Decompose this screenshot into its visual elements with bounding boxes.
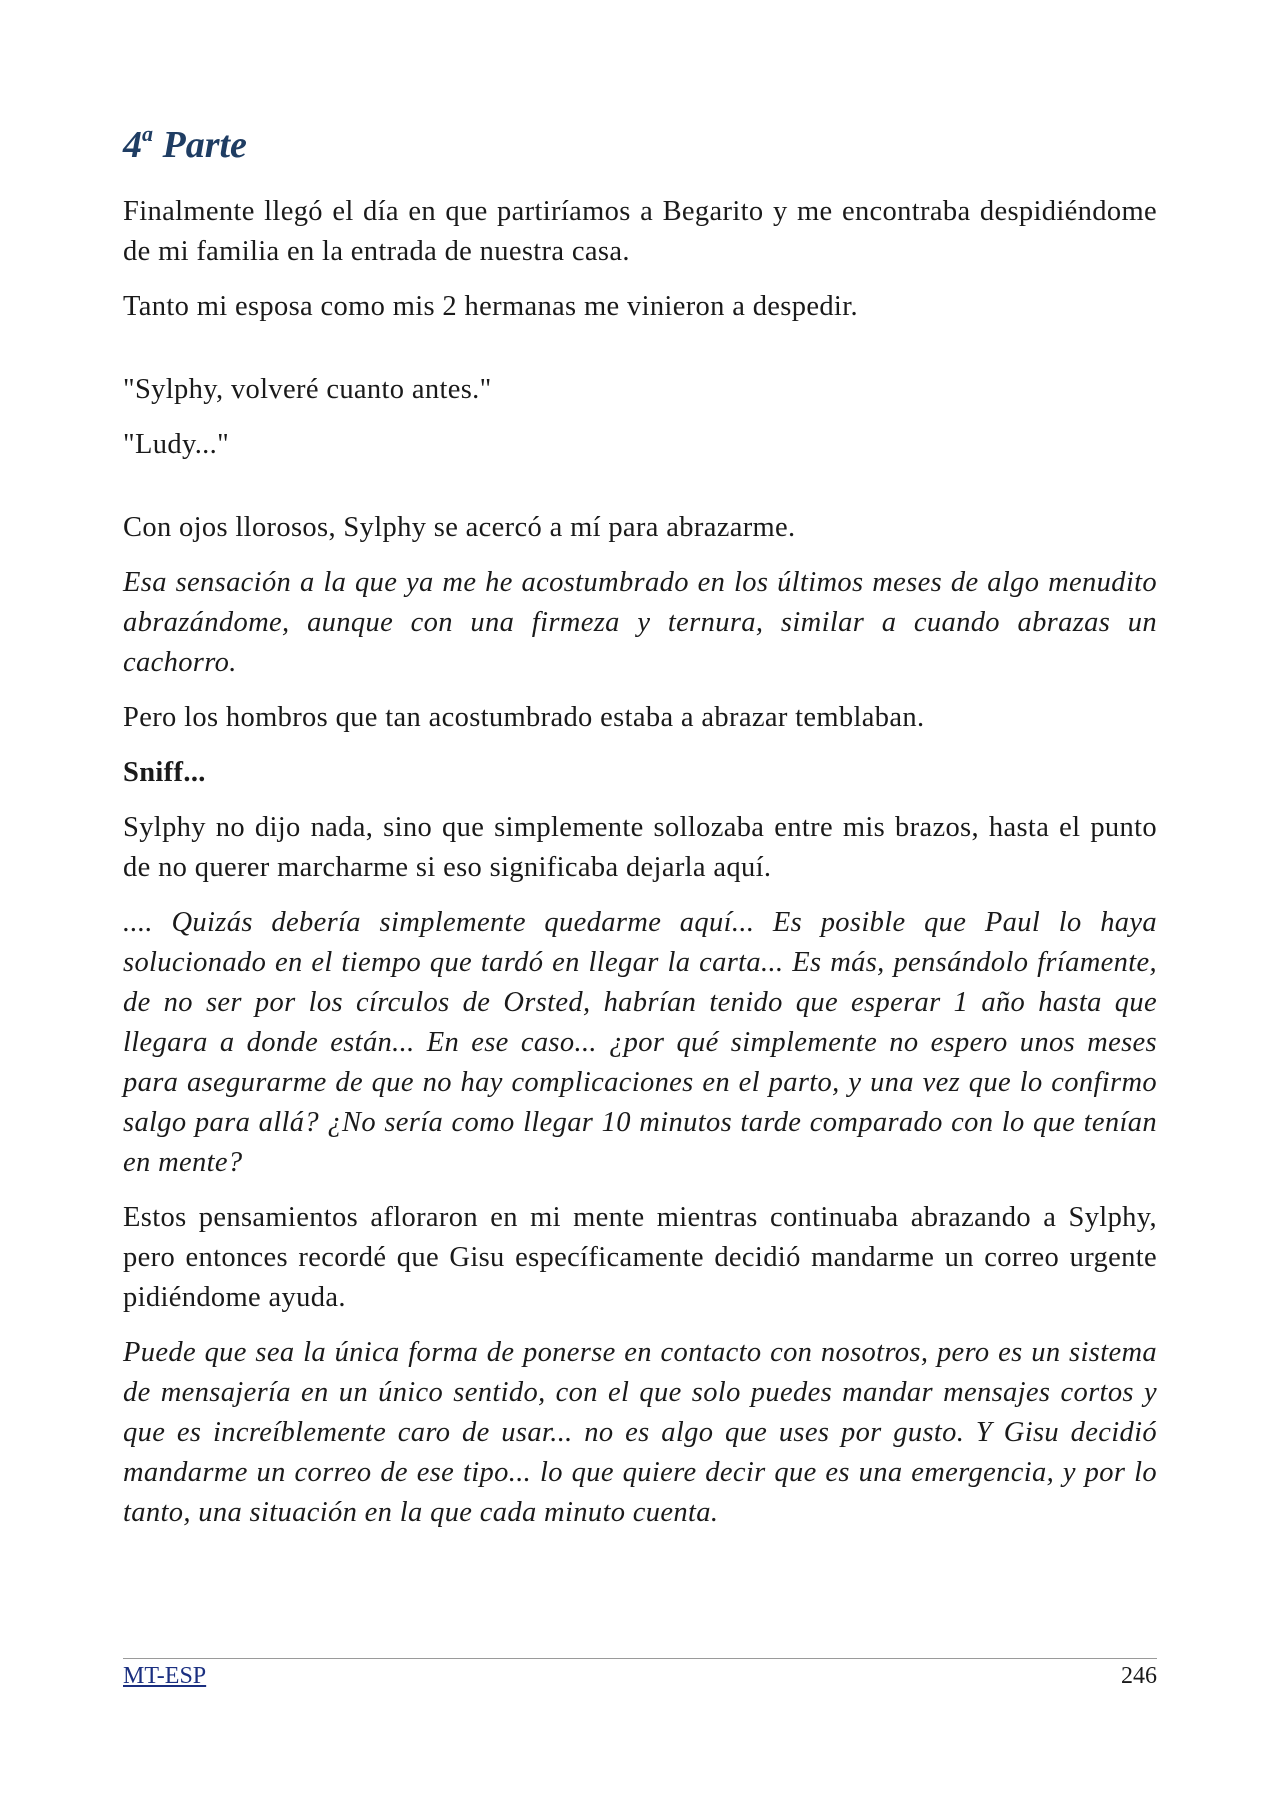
italic-paragraph: Puede que sea la única forma de ponerse en contacto con nosotros, pero es un sistema de mensajería en un único sentido, con el que solo puedes mandar mensajes cortos y que es increíblemente caro de usar... no es algo que uses por gusto. Y Gisu decidió mandarme un correo de ese tipo... lo que quiere decir que es una emergencia, y por lo tanto, una situación en la que cada minuto cuenta. [123,1337,1157,1528]
paragraph: Finalmente llegó el día en que partiríamos a Begarito y me encontraba despidiéndome de mi familia en la entrada de nuestra casa. [123,196,1157,267]
heading-superscript: a [142,121,153,147]
dialogue-line: "Ludy..." [123,429,230,460]
page-body [123,118,1157,1548]
paragraph: Estos pensamientos afloraron en mi mente mientras continuaba abrazando a Sylphy, pero entonces recordé que Gisu específicamente decidió mandarme un correo urgente pidiéndome ayuda. [123,1202,1157,1313]
spacer [123,342,1157,370]
dialogue-line: "Sylphy, volveré cuanto antes." [123,374,492,405]
paragraph: Con ojos llorosos, Sylphy se acercó a mí para abrazarme. [123,512,796,543]
heading-title: Parte [162,124,247,166]
paragraph: Sylphy no dijo nada, sino que simplemente sollozaba entre mis brazos, hasta el punto de no querer marcharme si eso significaba dejarla aquí. [123,812,1157,883]
footer-link[interactable]: MT-ESP [123,1663,207,1689]
paragraph: Pero los hombros que tan acostumbrado estaba a abrazar temblaban. [123,702,925,733]
heading-number: 4 [123,124,142,166]
italic-paragraph: .... Quizás debería simplemente quedarme aquí... Es posible que Paul lo haya solucionado en el tiempo que tardó en llegar la carta... Es más, pensándolo fríamente, de no ser por los círculos de Orsted, habrían tenido que esperar 1 año hasta que llegara a donde están... En ese caso... ¿por qué simplemente no espero unos meses para asegurarme de que no hay complicaciones en el parto, y una vez que lo confirmo salgo para allá? ¿No sería como llegar 10 minutos tarde comparado con lo que tenían en mente? [123,907,1157,1178]
sound-effect: Sniff... [123,757,206,788]
section-heading [123,118,1157,172]
page-number: 246 [1121,1663,1157,1689]
footer-divider [123,1658,1157,1659]
paragraph: Tanto mi esposa como mis 2 hermanas me vinieron a despedir. [123,291,858,322]
spacer [123,480,1157,508]
italic-paragraph: Esa sensación a la que ya me he acostumbrado en los últimos meses de algo menudito abrazándome, aunque con una firmeza y ternura, similar a cuando abrazas un cachorro. [123,567,1157,678]
